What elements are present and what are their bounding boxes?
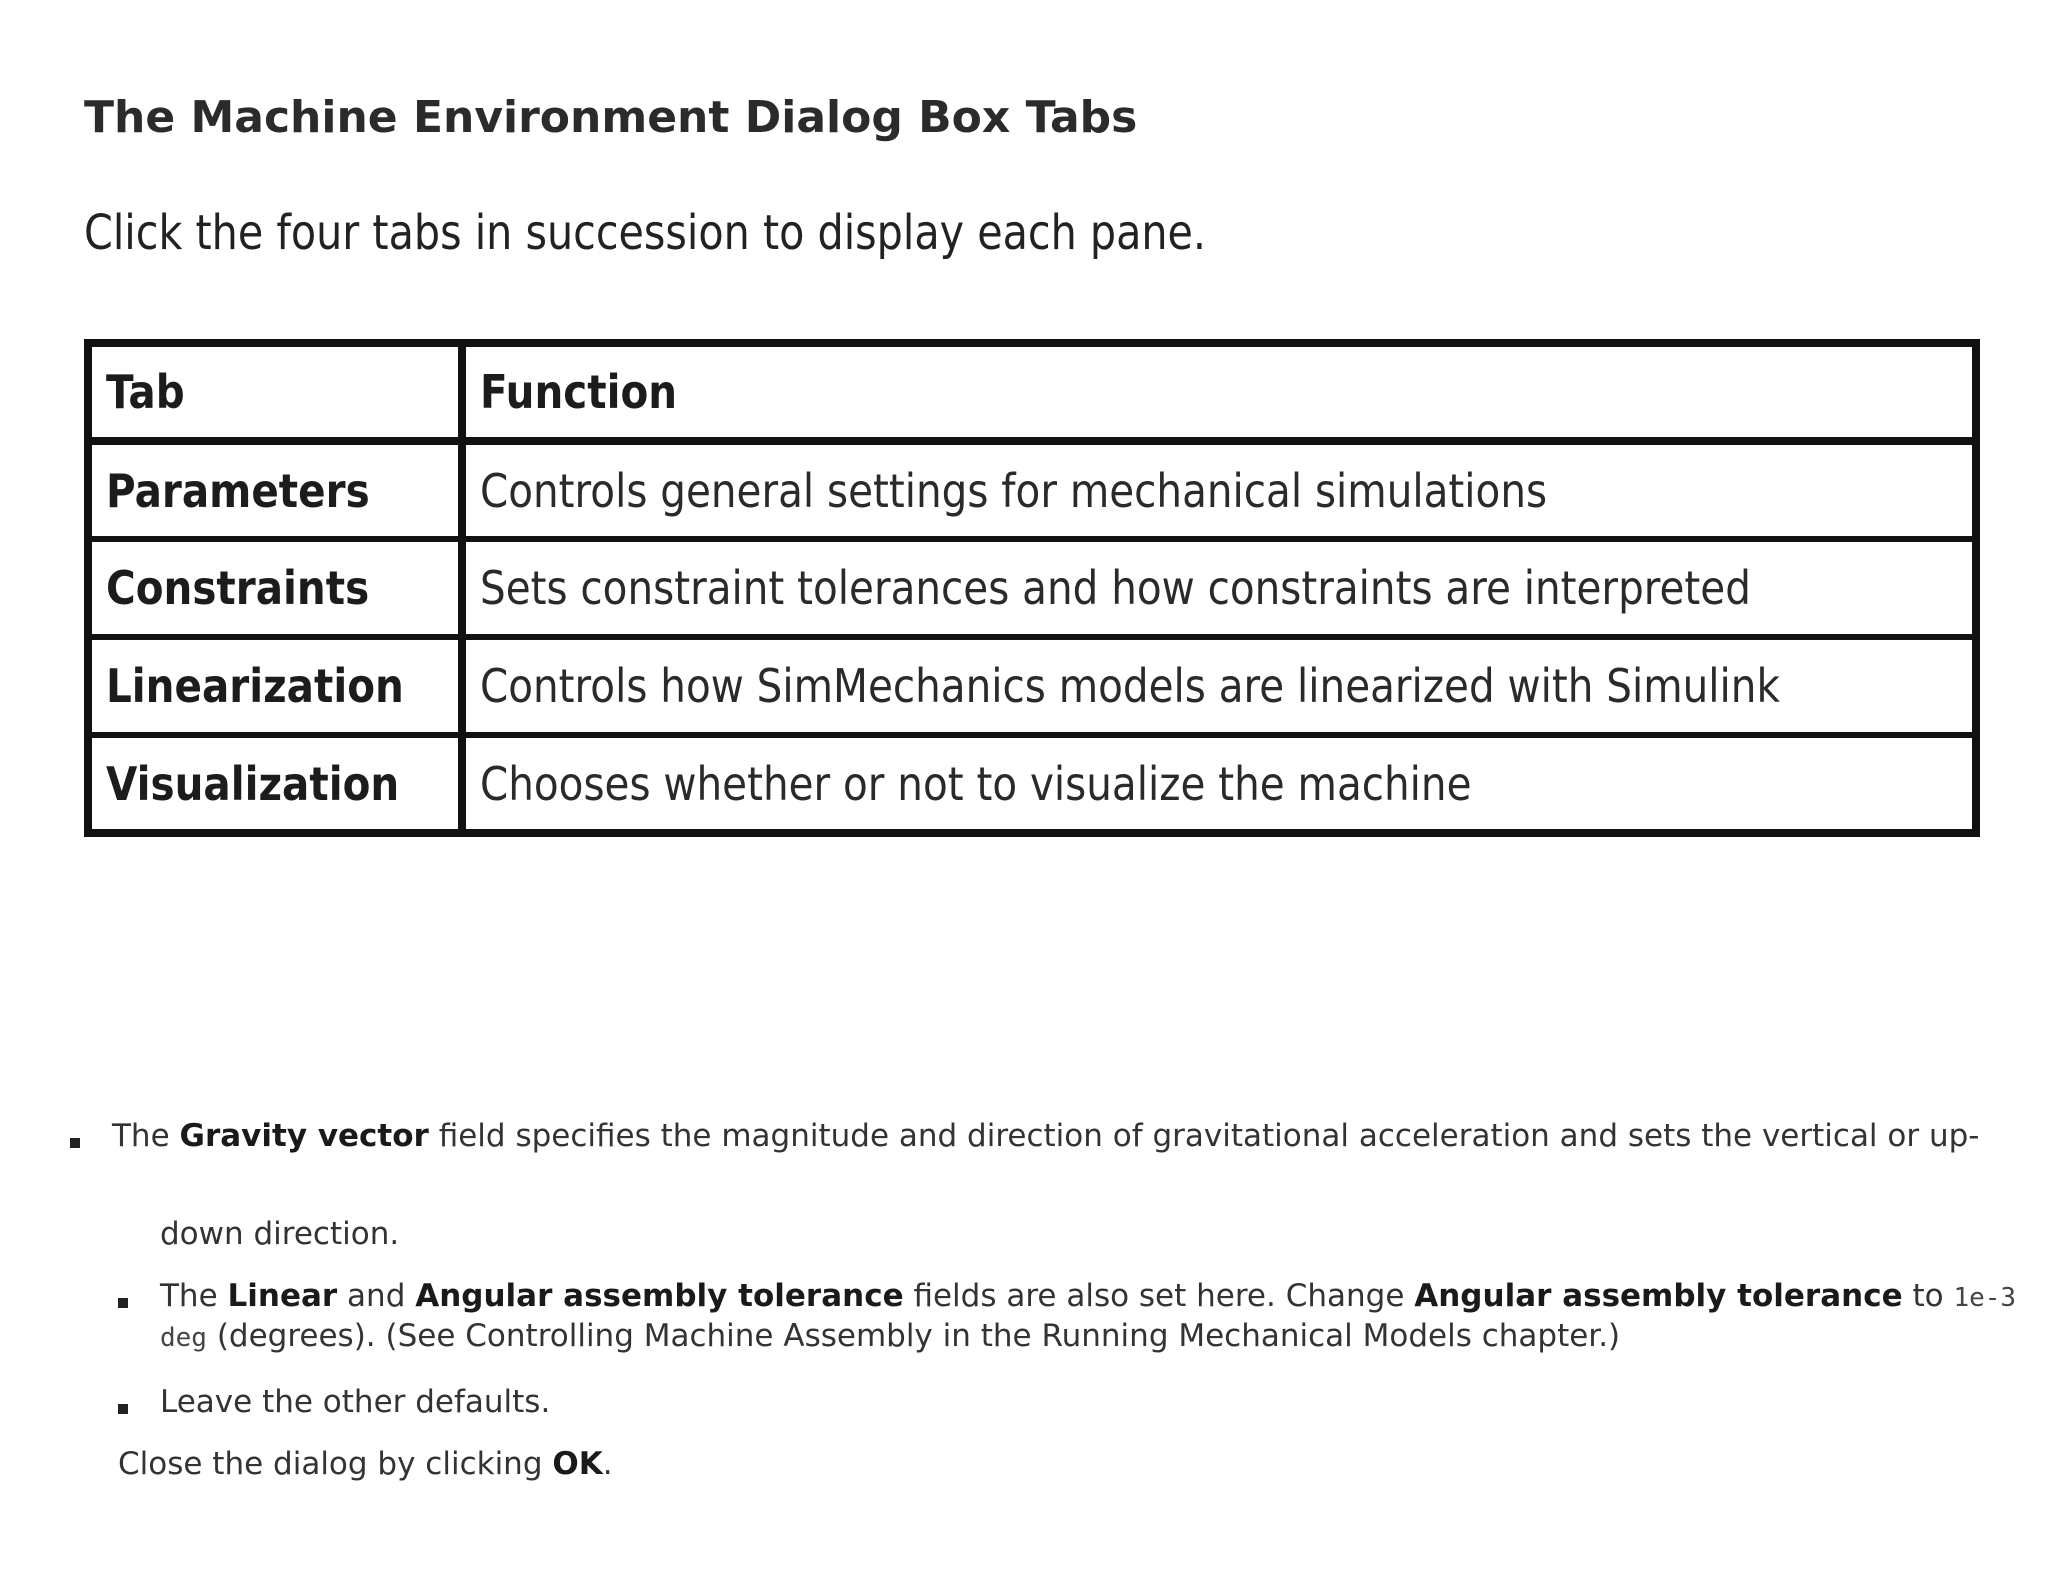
gravity-note (112, 1118, 1979, 1154)
tabs-table (84, 339, 1980, 837)
close-note-suffix: . (602, 1446, 613, 1482)
gravity-note-suffix: field specifies the magnitude and direction of gravitational acceleration and sets the vertical or up- (428, 1118, 1980, 1154)
ok-term: OK (552, 1446, 603, 1482)
close-note (118, 1446, 613, 1482)
tolerance-note (160, 1278, 2016, 1314)
intro-text: Click the four tabs in succession to display each pane. (84, 205, 1207, 261)
table-row (88, 637, 1976, 735)
table-row (88, 441, 1976, 539)
table-cell-function: Controls general settings for mechanical simulations (462, 441, 1975, 539)
table-cell-function: Chooses whether or not to visualize the machine (462, 735, 1975, 833)
tolerance-note-text: (degrees). (See Controlling Machine Assembly in the Running Mechanical Models chapter.) (206, 1318, 1621, 1354)
table-cell-tab: Parameters (88, 441, 462, 539)
table-cell-tab: Linearization (88, 637, 462, 735)
page-heading: The Machine Environment Dialog Box Tabs (84, 92, 1138, 143)
bullet-icon (118, 1298, 128, 1308)
close-note-prefix: Close the dialog by clicking (118, 1446, 553, 1482)
table-cell-tab: Visualization (88, 735, 462, 833)
tolerance-unit-code: deg (160, 1323, 207, 1353)
table-cell-tab: Constraints (88, 539, 462, 637)
tolerance-note-continuation (160, 1318, 1620, 1354)
table-header-row (88, 343, 1976, 441)
angular-assembly-tolerance-term: Angular assembly tolerance (415, 1278, 904, 1314)
gravity-vector-term: Gravity vector (179, 1118, 429, 1154)
tolerance-note-text: to (1902, 1278, 1954, 1314)
bullet-icon (70, 1138, 80, 1148)
table-header-function: Function (462, 343, 1975, 441)
table-header-tab: Tab (88, 343, 462, 441)
table-row (88, 539, 1976, 637)
gravity-note-prefix: The (112, 1118, 180, 1154)
table-cell-function: Sets constraint tolerances and how constraints are interpreted (462, 539, 1975, 637)
bullet-icon (118, 1404, 128, 1414)
defaults-note: Leave the other defaults. (160, 1384, 551, 1420)
gravity-note-continuation: down direction. (160, 1216, 400, 1252)
tolerance-value-code: 1e-3 (1953, 1283, 2017, 1313)
tolerance-note-text: fields are also set here. Change (903, 1278, 1415, 1314)
linear-term: Linear (227, 1278, 338, 1314)
tolerance-note-text: The (160, 1278, 228, 1314)
table-row (88, 735, 1976, 833)
table-cell-function: Controls how SimMechanics models are linearized with Simulink (462, 637, 1975, 735)
tolerance-note-text: and (337, 1278, 416, 1314)
angular-assembly-tolerance-term: Angular assembly tolerance (1414, 1278, 1903, 1314)
